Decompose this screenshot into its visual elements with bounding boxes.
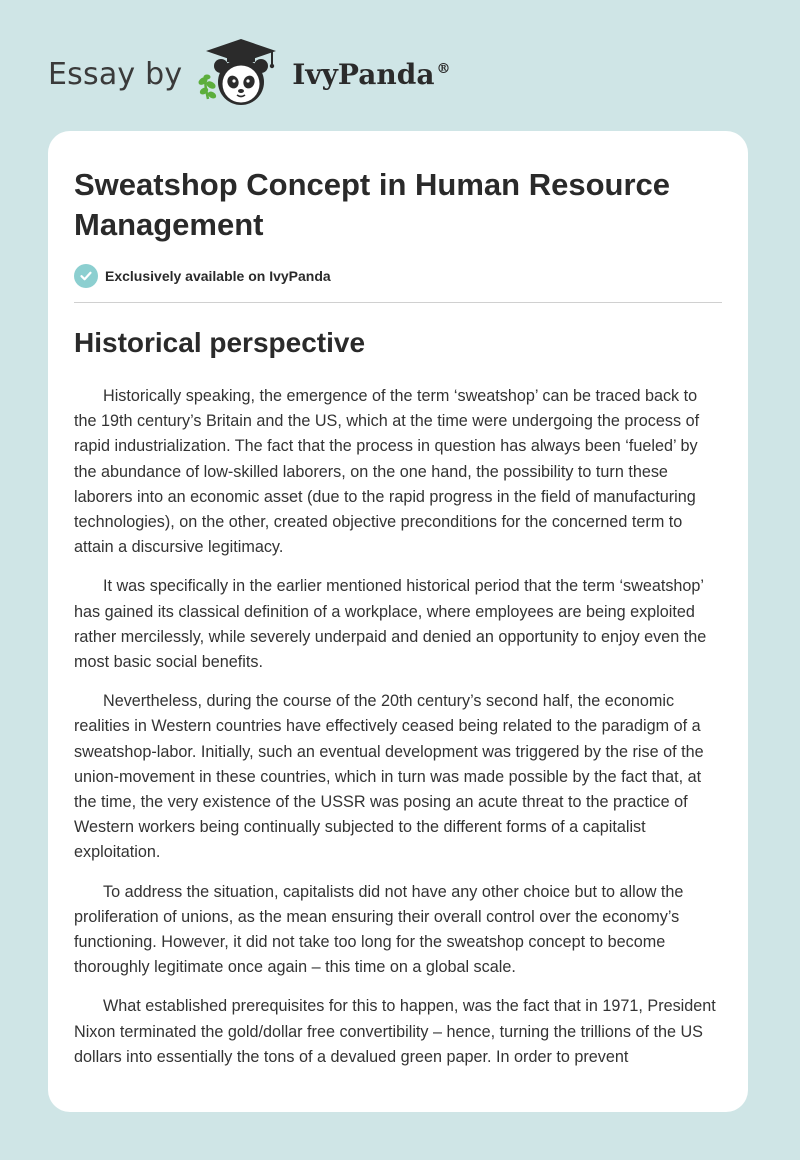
paragraph: It was specifically in the earlier mentioned historical period that the term ‘sweatshop’ has gained its classical definition of a workplace, where employees are being exploited rather mercilessly, while severely underpaid and denied an opportunity to enjoy even the most basic social benefits.: [74, 577, 707, 672]
badge-text: Exclusively available on IvyPanda: [105, 268, 331, 284]
paragraph: What established prerequisites for this to happen, was the fact that in 1971, President Nixon terminated the gold/dollar free convertibility – hence, turning the trillions of the US dollars into essentially the tons of a devalued green paper. In order to prevent: [74, 997, 716, 1066]
panda-graduate-logo-icon[interactable]: [194, 37, 288, 111]
essay-title: Sweatshop Concept in Human Resource Management: [74, 167, 670, 242]
check-circle-icon: [74, 264, 98, 288]
paragraph: Historically speaking, the emergence of the term ‘sweatshop’ can be traced back to the 19th century’s Britain and the US, which at the time were undergoing the process of rapid industrialization. The fact that the process in question has always been ‘fueled’ by the abundance of low-skilled laborers, on the one hand, the possibility to turn these laborers into an economic asset (due to the rapid progress in the field of manufacturing technologies), on the other, created objective preconditions for the concerned term to attain a discursive legitimacy.: [74, 387, 700, 557]
paragraph: Nevertheless, during the course of the 20th century’s second half, the economic realities in Western countries have effectively ceased being related to the paradigm of a sweatshop-labor. Initially, such an eventual development was triggered by the rise of the union-movement in these countries, which in turn was made possible by the fact that, at the time, the very existence of the USSR was posing an acute threat to the practice of Western workers being continually subjected to the different forms of a capitalist exploitation.: [74, 692, 704, 862]
site-header: [48, 36, 450, 112]
exclusive-badge: [74, 264, 331, 288]
section-heading: Historical perspective: [74, 327, 366, 358]
essay-body: [74, 384, 724, 1084]
essay-card: [48, 131, 748, 1112]
paragraph: To address the situation, capitalists did not have any other choice but to allow the proliferation of unions, as the mean ensuring their overall control over the economy’s functioning. However, it did not take too long for the sweatshop concept to become thoroughly legitimate once again – this time on a global scale.: [74, 882, 684, 977]
registered-mark: ®: [436, 61, 451, 78]
brand-name[interactable]: IvyPanda ®: [292, 57, 451, 91]
essay-by-label: Essay by: [48, 56, 183, 92]
divider: [74, 302, 722, 303]
